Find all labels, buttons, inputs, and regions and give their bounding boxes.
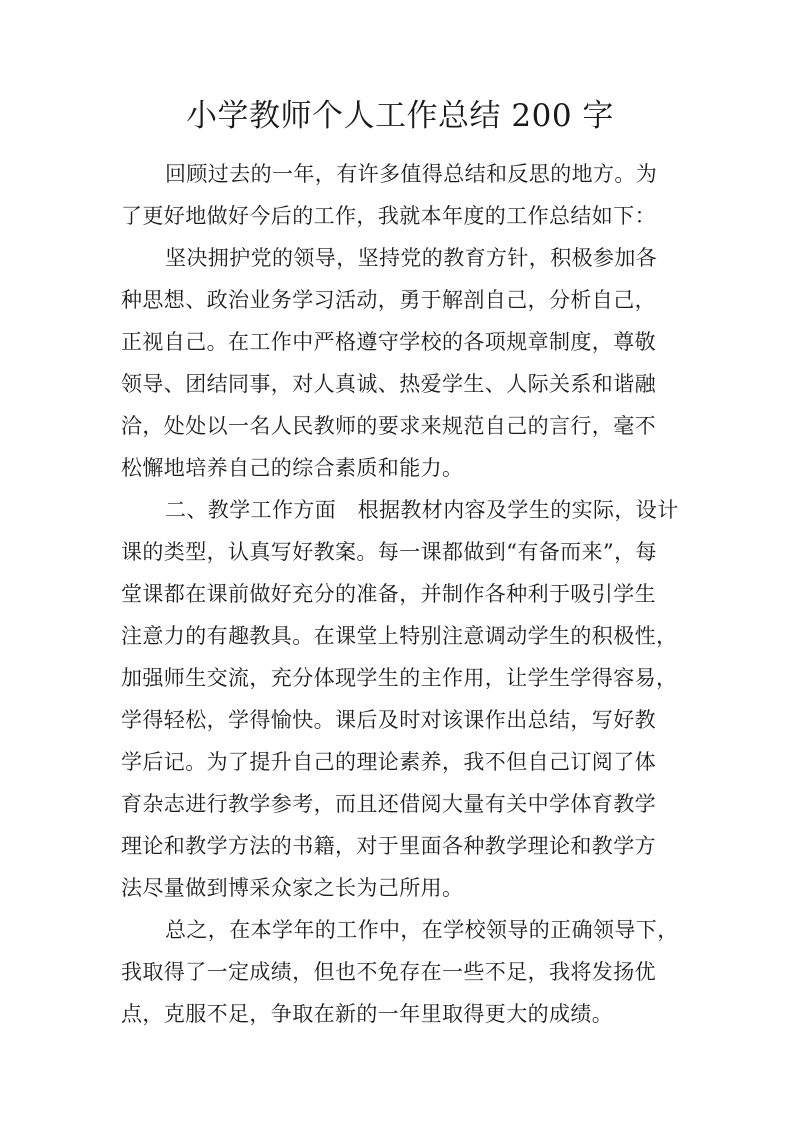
paragraph-3-line-5: 加强师生交流，充分体现学生的主作用，让学生学得容易，: [121, 666, 678, 690]
paragraph-2-line-6: 松懈地培养自己的综合素质和能力。: [121, 456, 464, 480]
paragraph-3-line-6: 学得轻松，学得愉快。课后及时对该课作出总结，写好教: [121, 708, 656, 732]
paragraph-3-line-3: 堂课都在课前做好充分的准备，并制作各种利于吸引学生: [121, 582, 656, 606]
document-title: 小学教师个人工作总结 200 字: [186, 98, 614, 134]
paragraph-4-line-2: 我取得了一定成绩，但也不免存在一些不足，我将发扬优: [121, 960, 656, 984]
paragraph-3-line-1: 二、教学工作方面 根据教材内容及学生的实际，设计: [165, 498, 679, 522]
paragraph-4-line-1: 总之，在本学年的工作中，在学校领导的正确领导下，: [165, 918, 679, 942]
paragraph-3-line-7: 学后记。为了提升自己的理论素养，我不但自己订阅了体: [121, 750, 656, 774]
paragraph-3-line-9: 理论和教学方法的书籍，对于里面各种教学理论和教学方: [121, 834, 656, 858]
paragraph-3-line-8: 育杂志进行教学参考，而且还借阅大量有关中学体育教学: [121, 792, 656, 816]
paragraph-3-line-2: 课的类型，认真写好教案。每一课都做到“有备而来”，每: [121, 540, 657, 564]
paragraph-3-line-4: 注意力的有趣教具。在课堂上特别注意调动学生的积极性，: [121, 624, 678, 648]
paragraph-4-line-3: 点，克服不足，争取在新的一年里取得更大的成绩。: [121, 1002, 614, 1026]
paragraph-1-line-1: 回顾过去的一年，有许多值得总结和反思的地方。为: [165, 162, 658, 186]
paragraph-2-line-2: 种思想、政治业务学习活动，勇于解剖自己，分析自己，: [121, 288, 656, 312]
paragraph-2-line-1: 坚决拥护党的领导，坚持党的教育方针，积极参加各: [165, 246, 658, 270]
paragraph-2-line-4: 领导、团结同事，对人真诚、热爱学生、人际关系和谐融: [121, 372, 656, 396]
paragraph-2-line-3: 正视自己。在工作中严格遵守学校的各项规章制度，尊敬: [121, 330, 656, 354]
paragraph-1-line-2: 了更好地做好今后的工作，我就本年度的工作总结如下：: [121, 204, 656, 228]
paragraph-2-line-5: 洽，处处以一名人民教师的要求来规范自己的言行，毫不: [121, 414, 656, 438]
paragraph-3-line-10: 法尽量做到博采众家之长为己所用。: [121, 876, 464, 900]
